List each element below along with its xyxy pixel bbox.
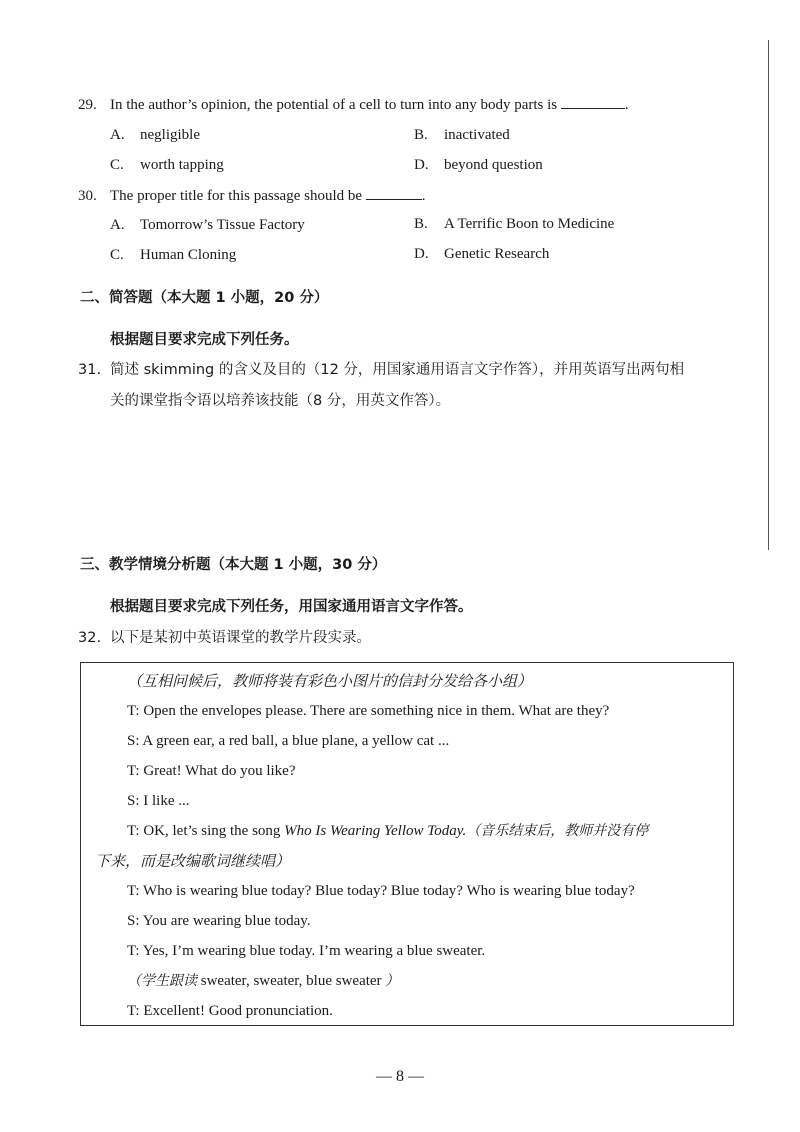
option-letter: A.: [110, 217, 125, 233]
question-31-line-1: [78, 360, 684, 380]
option-letter: D.: [414, 246, 429, 262]
option-30-d: [414, 244, 549, 264]
option-text: inactivated: [444, 127, 510, 143]
transcript-note: ）: [385, 973, 400, 989]
transcript-note: 下来，而是改编歌词继续唱）: [95, 852, 291, 870]
section-heading-short-answer: 二、简答题（本大题 1 小题，20 分）: [80, 290, 329, 306]
option-text: beyond question: [444, 157, 543, 173]
option-29-d: [414, 155, 543, 175]
question-29: [78, 94, 629, 115]
answer-blank: [366, 185, 422, 200]
transcript-line: S: I like ...: [127, 793, 190, 809]
transcript-line: T: Great! What do you like?: [127, 763, 296, 779]
transcript-line: [127, 971, 399, 991]
option-text: Tomorrow’s Tissue Factory: [140, 217, 305, 233]
transcript-note: （音乐结束后，教师并没有停: [466, 823, 649, 839]
question-text: 以下是某初中英语课堂的教学片段实录。: [110, 630, 371, 646]
question-stem: In the author’s opinion, the potential of a cell to turn into any body parts is: [110, 97, 558, 113]
option-30-b: [414, 214, 614, 234]
question-31-line-2: 关的课堂指令语以培养该技能（8 分，用英文作答）。: [110, 393, 451, 409]
option-30-a: [110, 215, 305, 235]
transcript-line: S: A green ear, a red ball, a blue plane, a yellow cat ...: [127, 733, 450, 749]
question-30: [78, 185, 426, 206]
option-text: Genetic Research: [444, 246, 550, 262]
transcript-box: [80, 662, 734, 1026]
option-29-c: [110, 155, 224, 175]
option-letter: C.: [110, 157, 124, 173]
transcript-line: T: Excellent! Good pronunciation.: [127, 1003, 333, 1019]
transcript-line: S: You are wearing blue today.: [127, 913, 311, 929]
question-text: 简述 skimming 的含义及目的（12 分，用国家通用语言文字作答），并用英语写出两句相: [110, 362, 685, 378]
repeated-words: sweater, sweater, blue sweater: [200, 973, 382, 989]
transcript-line: T: Open the envelopes please. There are something nice in them. What are they?: [127, 703, 610, 719]
section-instruction: 根据题目要求完成下列任务，用国家通用语言文字作答。: [110, 599, 473, 615]
option-letter: B.: [414, 127, 428, 143]
stem-end: .: [624, 97, 629, 113]
question-number: 29.: [78, 97, 97, 113]
transcript-line: T: Yes, I’m wearing blue today. I’m wearing a blue sweater.: [127, 943, 486, 959]
transcript-note: （互相问候后，教师将装有彩色小图片的信封分发给各小组）: [127, 672, 533, 690]
option-29-a: [110, 125, 200, 145]
question-number: 31.: [78, 362, 102, 378]
transcript-line: T: Who is wearing blue today? Blue today? Blue today? Who is wearing blue today?: [127, 883, 635, 899]
section-instruction: 根据题目要求完成下列任务。: [110, 332, 299, 348]
question-stem: The proper title for this passage should be: [110, 188, 363, 204]
option-letter: B.: [414, 216, 428, 232]
page-number: — 8 —: [376, 1068, 424, 1085]
stem-end: .: [421, 188, 426, 204]
question-number: 32.: [78, 630, 102, 646]
option-text: Human Cloning: [140, 247, 237, 263]
option-29-b: [414, 125, 510, 145]
answer-blank: [561, 94, 625, 109]
option-text: A Terrific Boon to Medicine: [444, 216, 615, 232]
option-letter: C.: [110, 247, 124, 263]
question-number: 30.: [78, 188, 97, 204]
teacher-speech: T: OK, let’s sing the song: [127, 823, 281, 839]
margin-rule: [768, 40, 769, 550]
section-heading-case-analysis: 三、教学情境分析题（本大题 1 小题，30 分）: [80, 557, 387, 573]
question-32: [78, 628, 371, 648]
song-title: Who Is Wearing Yellow Today.: [284, 823, 467, 839]
transcript-note: （学生跟读: [127, 973, 197, 989]
option-letter: A.: [110, 127, 125, 143]
option-30-c: [110, 245, 236, 265]
option-text: worth tapping: [140, 157, 224, 173]
option-letter: D.: [414, 157, 429, 173]
transcript-line: [127, 821, 648, 841]
option-text: negligible: [140, 127, 200, 143]
